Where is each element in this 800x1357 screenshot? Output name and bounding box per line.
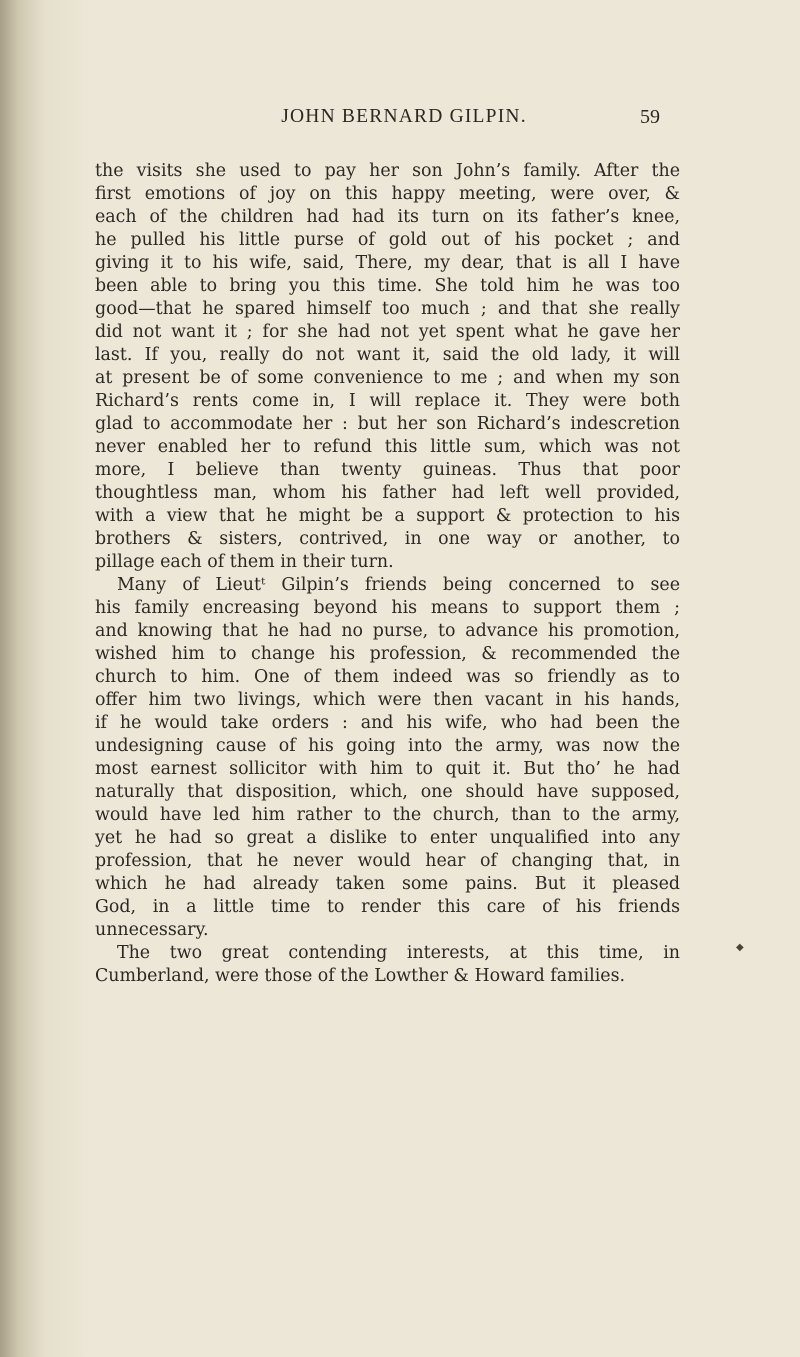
body-text [95, 160, 680, 988]
text-line: first emotions of joy on this happy meeting, were over, & [95, 184, 680, 204]
text-line: good—that he spared himself too much ; and that she really [95, 299, 680, 319]
text-line: glad to accommodate her : but her son Richard’s indescretion [95, 414, 680, 434]
running-head: JOHN BERNARD GILPIN. [281, 106, 527, 127]
text-line: which he had already taken some pains. But it pleased [95, 874, 680, 894]
text-line: he pulled his little purse of gold out of his pocket ; and [95, 230, 680, 250]
text-line: naturally that disposition, which, one should have supposed, [95, 782, 680, 802]
text-line: been able to bring you this time. She told him he was too [95, 276, 680, 296]
text-line: giving it to his wife, said, There, my dear, that is all I have [95, 253, 680, 273]
text-line: Cumberland, were those of the Lowther & Howard families. [95, 966, 626, 986]
paragraph-start-line: Many of Lieutᵗ Gilpin’s friends being concerned to see [117, 575, 680, 595]
text-line: most earnest sollicitor with him to quit it. But tho’ he had [95, 759, 680, 779]
text-line: the visits she used to pay her son John’s family. After the [95, 161, 680, 181]
text-line: his family encreasing beyond his means to support them ; [95, 598, 680, 618]
text-line: if he would take orders : and his wife, who had been the [95, 713, 680, 733]
paragraph-end-line: unnecessary. [95, 920, 209, 940]
text-line: at present be of some convenience to me ; and when my son [95, 368, 680, 388]
text-line: last. If you, really do not want it, said the old lady, it will [95, 345, 680, 365]
text-line: God, in a little time to render this care of his friends [95, 897, 680, 917]
print-speck: ◆ [736, 942, 744, 953]
text-line: profession, that he never would hear of changing that, in [95, 851, 680, 871]
text-line: church to him. One of them indeed was so friendly as to [95, 667, 680, 687]
paragraph-end-line: pillage each of them in their turn. [95, 552, 394, 572]
text-line: thoughtless man, whom his father had left well provided, [95, 483, 680, 503]
text-line: would have led him rather to the church, than to the army, [95, 805, 680, 825]
text-line: did not want it ; for she had not yet spent what he gave her [95, 322, 680, 342]
text-line: each of the children had had its turn on its father’s knee, [95, 207, 680, 227]
text-line: brothers & sisters, contrived, in one way or another, to [95, 529, 680, 549]
text-line: more, I believe than twenty guineas. Thus that poor [95, 460, 680, 480]
paragraph-start-line: The two great contending interests, at this time, in [117, 943, 680, 963]
text-line: undesigning cause of his going into the army, was now the [95, 736, 680, 756]
page-number: 59 [640, 106, 660, 128]
text-line: yet he had so great a dislike to enter unqualified into any [95, 828, 680, 848]
text-line: and knowing that he had no purse, to advance his promotion, [95, 621, 680, 641]
text-line: wished him to change his profession, & recommended the [95, 644, 680, 664]
text-line: never enabled her to refund this little sum, which was not [95, 437, 680, 457]
text-line: offer him two livings, which were then vacant in his hands, [95, 690, 680, 710]
text-line: Richard’s rents come in, I will replace it. They were both [95, 391, 680, 411]
text-line: with a view that he might be a support & protection to his [95, 506, 680, 526]
page-header [0, 106, 800, 136]
